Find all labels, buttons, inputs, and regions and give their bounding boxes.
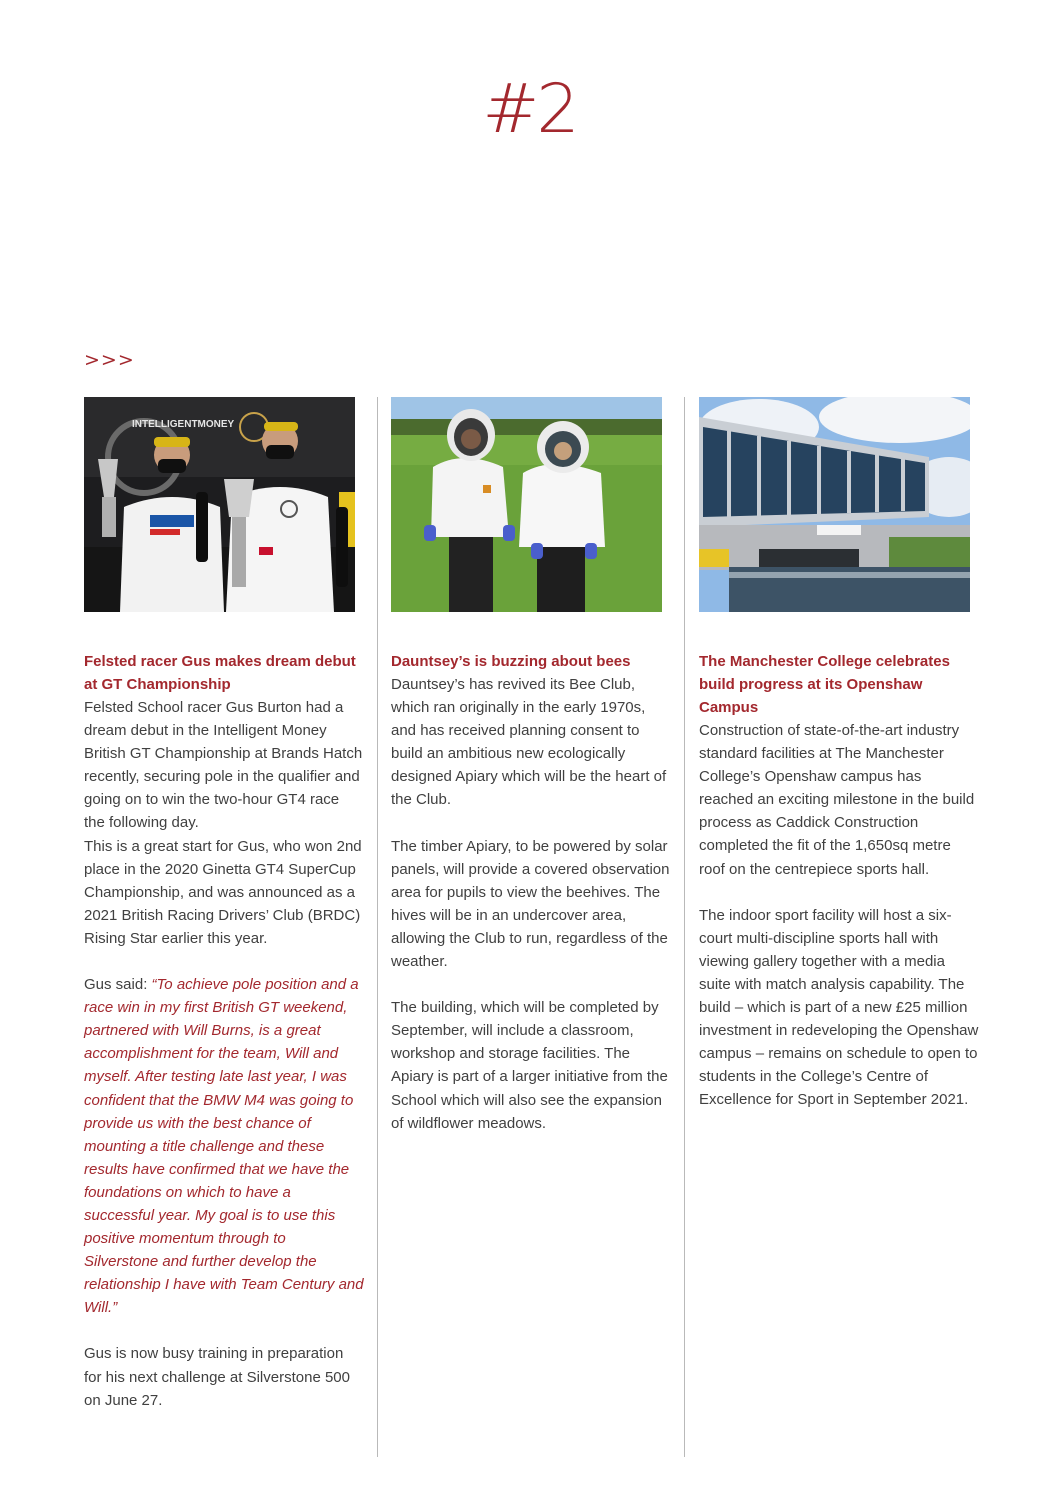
- article-paragraph: Dauntsey’s has revived its Bee Club, which ran originally in the early 1970s, and has received planning consent to build an ambitious new ecologically designed Apiary which will be the heart of the Club.: [391, 676, 667, 809]
- podium-banner-text: INTELLIGENTMONEY: [132, 419, 235, 430]
- column-divider: [377, 397, 378, 1457]
- article-body: [391, 673, 671, 1135]
- article-paragraph: The timber Apiary, to be powered by solar panels, will provide a covered observation area for pupils to view the beehives. The hives will be in an undercover area, allowing the Club to run, regardless of the weather.: [391, 837, 670, 971]
- college-building-photo: [699, 397, 970, 612]
- quote-intro: Gus said:: [84, 976, 152, 994]
- pull-quote: “To achieve pole position and a race win in my first British GT weekend, partnered with Will Burns, is a great accomplishment for the team, Will and myself. After testing late last year, I was confident that the BMW M4 was going to provide us with the best chance of mounting a title challenge and these results have confirmed that we have the foundations on which to have a successful year. My goal is to use this positive momentum through to Silverstone and further develop the relationship I have with Team Century and Will.”: [84, 976, 364, 1317]
- article-paragraph: Gus is now busy training in preparation for his next challenge at Silverstone 500 on June 27.: [84, 1345, 350, 1409]
- racing-podium-photo: [84, 397, 355, 612]
- article-bees: [391, 397, 671, 1135]
- article-paragraph: Felsted School racer Gus Burton had a dream debut in the Intelligent Money British GT Championship at Brands Hatch recently, securing pole in the qualifier and going on to win the two-hour GT4 race the following day.: [84, 699, 363, 832]
- column-divider: [684, 397, 685, 1457]
- article-gt-championship: [84, 397, 364, 1412]
- section-marker: >>>: [84, 349, 135, 371]
- article-paragraph: The indoor sport facility will host a six-court multi-discipline sports hall with viewing gallery together with a media suite with match analysis capability. The build – which is part of a new £25 million investment in redeveloping the Openshaw campus – remains on schedule to open to students in the College’s Centre of Excellence for Sport in September 2021.: [699, 906, 979, 1109]
- article-headline: The Manchester College celebrates build progress at its Openshaw Campus: [699, 653, 950, 716]
- article-paragraph: This is a great start for Gus, who won 2nd place in the 2020 Ginetta GT4 SuperCup Championship, and was announced as a 2021 British Racing Drivers’ Club (BRDC) Rising Star earlier this year.: [84, 837, 362, 947]
- article-paragraph: The building, which will be completed by September, will include a classroom, workshop and storage facilities. The Apiary is part of a larger initiative from the School which will also see the expansion of wildflower meadows.: [391, 999, 668, 1132]
- beekeepers-photo: [391, 397, 662, 612]
- article-quote-paragraph: [84, 973, 364, 1319]
- article-body: [699, 719, 979, 1112]
- article-headline: Dauntsey’s is buzzing about bees: [391, 653, 631, 670]
- article-body: [84, 696, 364, 1412]
- article-headline: Felsted racer Gus makes dream debut at GT Championship: [84, 653, 356, 693]
- article-paragraph: Construction of state-of-the-art industry standard facilities at The Manchester College’s Openshaw campus has reached an exciting milestone in the build process as Caddick Construction completed the fit of the 1,650sq metre roof on the centrepiece sports hall.: [699, 722, 975, 878]
- article-manchester-college: [699, 397, 979, 1112]
- page-number: #2: [482, 70, 577, 149]
